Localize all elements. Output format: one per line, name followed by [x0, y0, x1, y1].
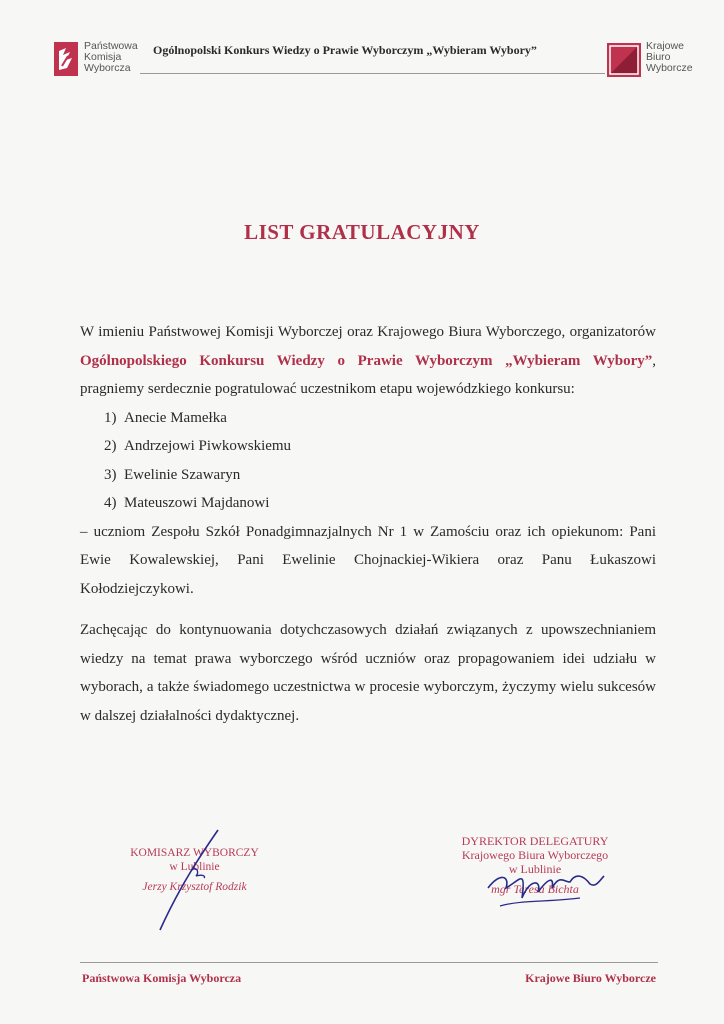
contest-name: Ogólnopolskiego Konkursu Wiedzy o Prawie Wyborczym „Wybieram Wybory” [80, 352, 653, 369]
pkw-logo-line: Wyborcza [84, 62, 131, 74]
participant-list [80, 404, 656, 518]
footer-left-org: Państwowa Komisja Wyborcza [82, 971, 242, 985]
header-divider [140, 73, 605, 74]
school-paragraph: – uczniom Zespołu Szkół Ponadgimnazjalnych Nr 1 w Zamościu oraz ich opiekunom: Pani Ewie Kowalewskiej, Pani Ewelinie Chojnackiej-Wikiera oraz Panu Łukaszowi Kołodziejczykowi. [80, 523, 656, 597]
stamp-name: mgr Teresa Bichta [491, 882, 579, 896]
intro-text: W imieniu Państwowej Komisji Wyborczej oraz Krajowego Biura Wyborczego, organizatorów [80, 324, 656, 340]
stamp-line: Krajowego Biura Wyborczego [461, 848, 609, 862]
footer-right-org: Krajowe Biuro Wyborcze [525, 971, 656, 985]
document-title: LIST GRATULACYJNY [244, 220, 480, 244]
intro-text-end: , pragniemy serdecznie pogratulować uczestnikom etapu wojewódzkiego konkursu: [80, 352, 656, 397]
pkw-logo-text [84, 41, 138, 74]
participant-item: 4) Mateuszowi Majdanowi [104, 495, 270, 511]
kbw-logo-line: Wyborcze [646, 62, 693, 74]
footer-divider [80, 962, 658, 963]
participant-item: 1) Anecie Mamełka [104, 409, 227, 426]
stamp-name: Jerzy Krzysztof Rodzik [142, 881, 247, 893]
contest-header-title: Ogólnopolski Konkurs Wiedzy o Prawie Wyborczym „Wybieram Wybory” [153, 43, 537, 57]
closing-paragraph: Zachęcając do kontynuowania dotychczasowych działań związanych z upowszechnianiem wiedzy na temat prawa wyborczego wśród uczniów oraz propagowaniem idei udziału w wyborach, a także świadomego uczestnictwa w procesie wyborczym, życzymy wielu sukcesów w dalszej działalności dydaktycznej. [80, 622, 656, 724]
stamp-line: DYREKTOR DELEGATURY [461, 834, 609, 848]
pkw-logo-icon [54, 42, 78, 76]
stamp-line: KOMISARZ WYBORCZY [130, 847, 259, 859]
pkw-logo-line: Państwowa [84, 40, 138, 52]
commissioner-stamp [112, 846, 277, 894]
kbw-logo-text [646, 41, 693, 74]
intro-paragraph [80, 318, 656, 404]
pkw-logo-line: Komisja [84, 51, 122, 63]
stamp-line: w Lublinie [169, 861, 220, 873]
letter-body [80, 318, 656, 730]
participant-item: 2) Andrzejowi Piwkowskiemu [104, 438, 292, 454]
participant-item: 3) Ewelinie Szawaryn [104, 466, 241, 483]
stamp-line: w Lublinie [508, 862, 562, 876]
director-stamp [445, 834, 625, 896]
paragraph-gap [80, 603, 656, 616]
kbw-logo-line: Krajowe [646, 40, 684, 52]
kbw-logo-icon [607, 43, 641, 77]
kbw-logo-line: Biuro [646, 51, 671, 63]
